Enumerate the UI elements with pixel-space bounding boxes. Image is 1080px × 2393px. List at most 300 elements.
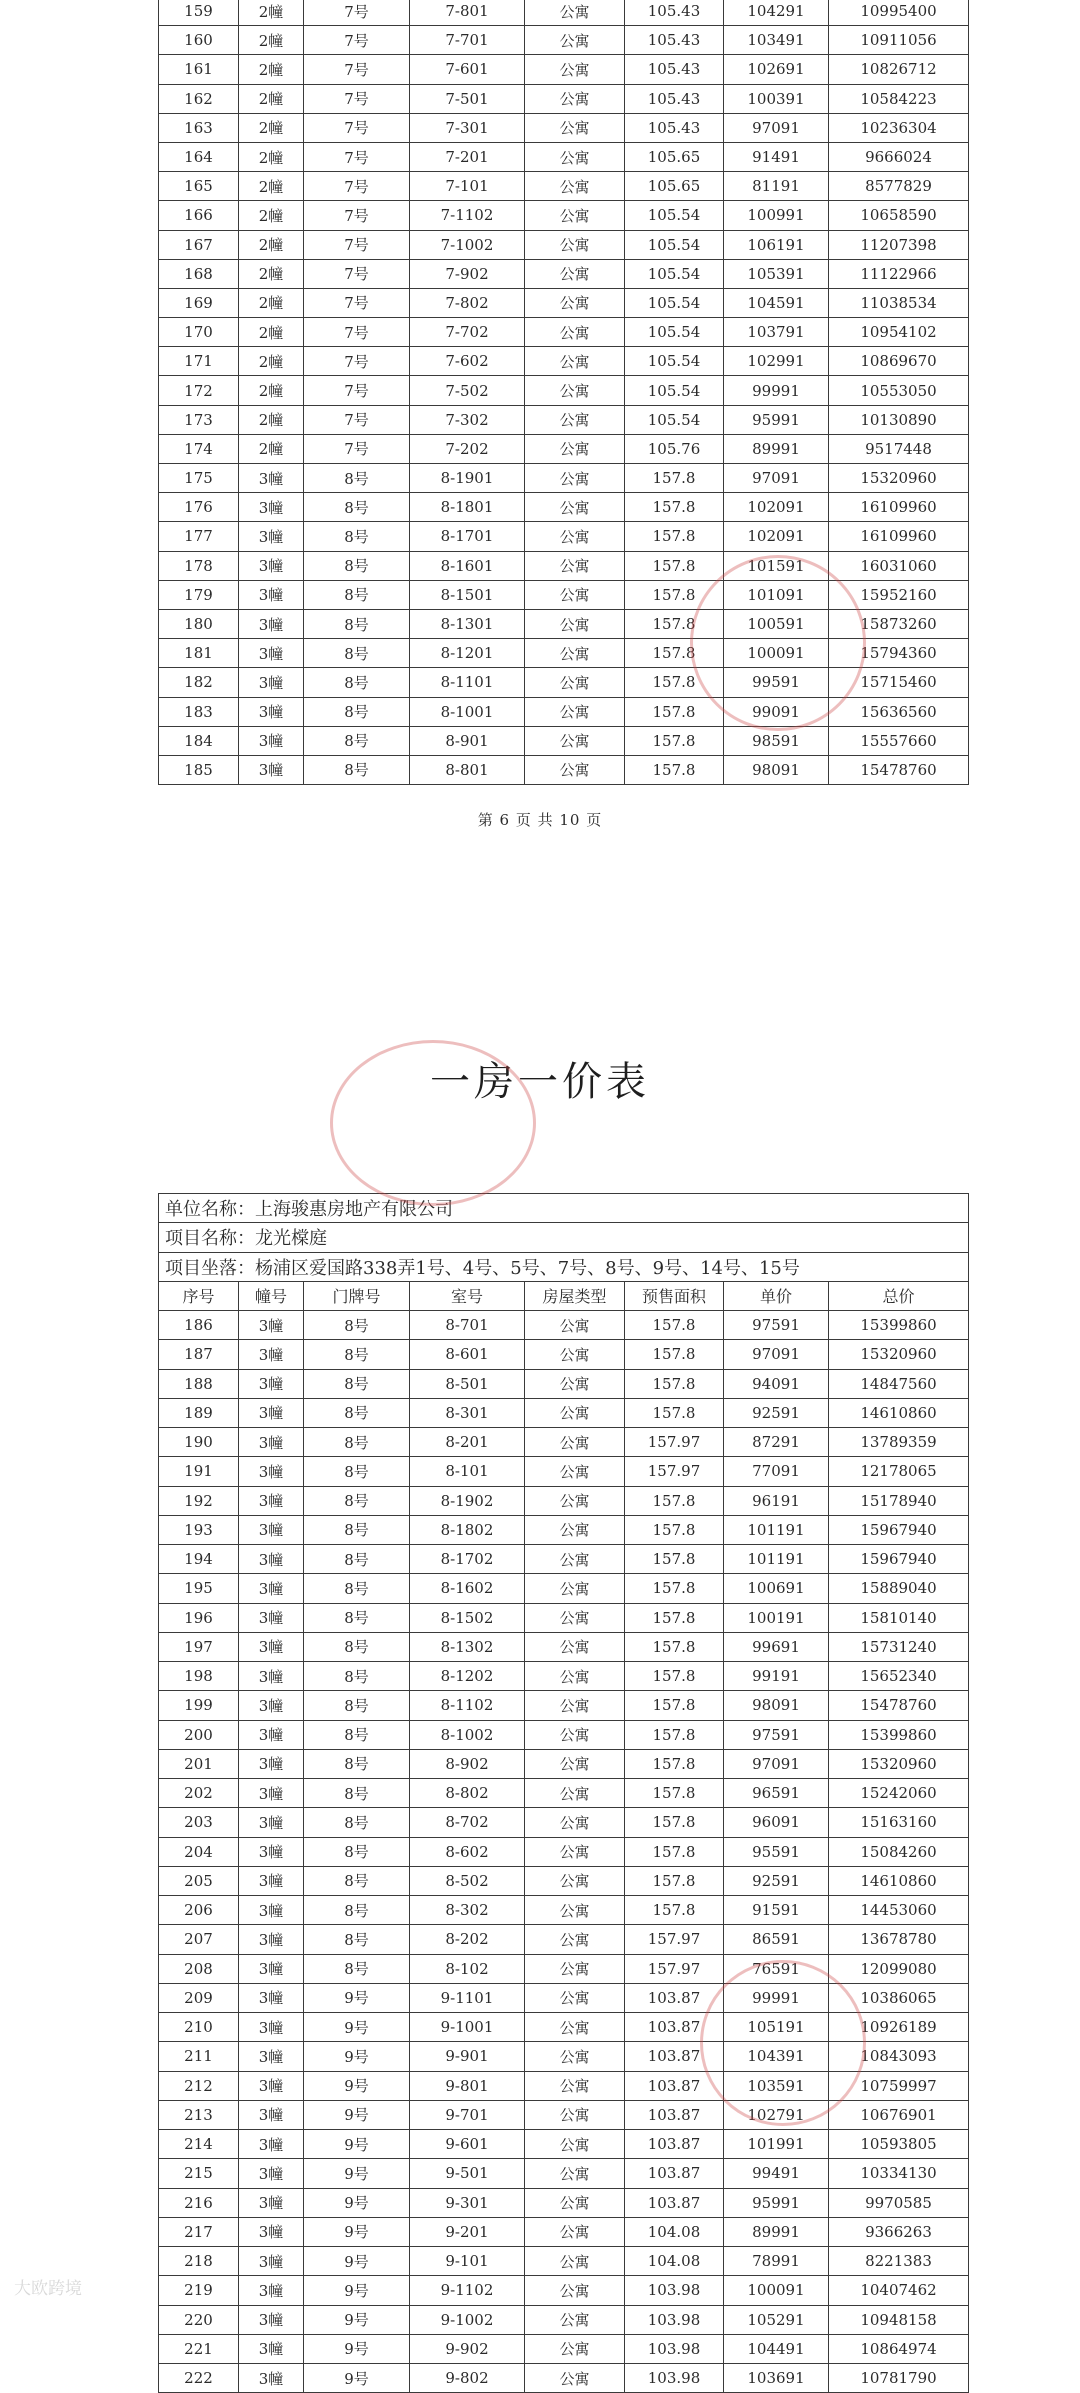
table-cell: 公寓 — [525, 1808, 625, 1837]
table-cell: 7号 — [304, 347, 410, 376]
table-cell: 10869670 — [829, 347, 969, 376]
table-cell: 7号 — [304, 230, 410, 259]
table-cell: 公寓 — [525, 201, 625, 230]
table-cell: 3幢 — [239, 1515, 304, 1544]
table-cell: 94091 — [724, 1369, 829, 1398]
table-cell: 3幢 — [239, 2334, 304, 2363]
header-cell: 室号 — [410, 1281, 525, 1310]
table-cell: 7-902 — [410, 259, 525, 288]
table-cell: 3幢 — [239, 1574, 304, 1603]
table-cell: 100991 — [724, 201, 829, 230]
table-cell: 公寓 — [525, 1398, 625, 1427]
table-cell: 157.97 — [625, 1457, 724, 1486]
table-cell: 105.65 — [625, 142, 724, 171]
table-cell: 10553050 — [829, 376, 969, 405]
table-cell: 219 — [159, 2276, 239, 2305]
table-cell: 185 — [159, 755, 239, 784]
table-cell: 10334130 — [829, 2159, 969, 2188]
table-cell: 9-1101 — [410, 1983, 525, 2012]
table-cell: 3幢 — [239, 1837, 304, 1866]
table-cell: 8号 — [304, 639, 410, 668]
table-cell: 7-801 — [410, 0, 525, 26]
table-cell: 8号 — [304, 1808, 410, 1837]
table-cell: 99191 — [724, 1662, 829, 1691]
table-cell: 216 — [159, 2188, 239, 2217]
table-cell: 3幢 — [239, 1662, 304, 1691]
table-cell: 160 — [159, 26, 239, 55]
table-cell: 9-301 — [410, 2188, 525, 2217]
table-row — [159, 434, 969, 463]
table-cell: 102091 — [724, 522, 829, 551]
table-cell: 3幢 — [239, 1779, 304, 1808]
table-cell: 8-802 — [410, 1779, 525, 1808]
table-cell: 105.54 — [625, 318, 724, 347]
table-cell: 8号 — [304, 1369, 410, 1398]
table-cell: 9号 — [304, 2247, 410, 2276]
table-cell: 9-801 — [410, 2071, 525, 2100]
table-cell: 7号 — [304, 259, 410, 288]
table-cell: 8号 — [304, 697, 410, 726]
table-cell: 175 — [159, 464, 239, 493]
table-cell: 172 — [159, 376, 239, 405]
table-cell: 10759997 — [829, 2071, 969, 2100]
table-cell: 100591 — [724, 609, 829, 638]
table-cell: 15967940 — [829, 1545, 969, 1574]
table-cell: 10926189 — [829, 2013, 969, 2042]
table-row — [159, 2130, 969, 2159]
table-cell: 7-302 — [410, 405, 525, 434]
table-cell: 12178065 — [829, 1457, 969, 1486]
table-cell: 97091 — [724, 1340, 829, 1369]
table-cell: 8号 — [304, 1925, 410, 1954]
table-cell: 157.97 — [625, 1954, 724, 1983]
table-cell: 公寓 — [525, 1311, 625, 1340]
table-cell: 87291 — [724, 1428, 829, 1457]
table-cell: 公寓 — [525, 26, 625, 55]
table-cell: 3幢 — [239, 1954, 304, 1983]
table-row — [159, 1720, 969, 1749]
table-cell: 公寓 — [525, 259, 625, 288]
table-cell: 16031060 — [829, 551, 969, 580]
table-cell: 105.43 — [625, 26, 724, 55]
table-cell: 157.8 — [625, 1749, 724, 1778]
table-cell: 15084260 — [829, 1837, 969, 1866]
table-cell: 3幢 — [239, 2188, 304, 2217]
table-cell: 公寓 — [525, 2071, 625, 2100]
table-cell: 100391 — [724, 84, 829, 113]
table-cell: 3幢 — [239, 2159, 304, 2188]
table-cell: 105.54 — [625, 259, 724, 288]
table-cell: 86591 — [724, 1925, 829, 1954]
table-cell: 8-1101 — [410, 668, 525, 697]
table-cell: 3幢 — [239, 2247, 304, 2276]
table-cell: 161 — [159, 55, 239, 84]
table-cell: 2幢 — [239, 55, 304, 84]
table-cell: 7-1102 — [410, 201, 525, 230]
table-cell: 8-1102 — [410, 1691, 525, 1720]
table-cell: 95991 — [724, 2188, 829, 2217]
table-cell: 9-101 — [410, 2247, 525, 2276]
header-cell: 幢号 — [239, 1281, 304, 1310]
table-cell: 公寓 — [525, 1428, 625, 1457]
table-cell: 212 — [159, 2071, 239, 2100]
table-cell: 9666024 — [829, 142, 969, 171]
table-cell: 89991 — [724, 434, 829, 463]
table-cell: 3幢 — [239, 697, 304, 726]
table-cell: 公寓 — [525, 464, 625, 493]
table-cell: 3幢 — [239, 1603, 304, 1632]
table-cell: 77091 — [724, 1457, 829, 1486]
table-cell: 7-502 — [410, 376, 525, 405]
table-cell: 101191 — [724, 1515, 829, 1544]
table-cell: 176 — [159, 493, 239, 522]
table-cell: 157.8 — [625, 1720, 724, 1749]
table-cell: 8-501 — [410, 1369, 525, 1398]
table-cell: 218 — [159, 2247, 239, 2276]
table-cell: 105.76 — [625, 434, 724, 463]
table-row — [159, 1925, 969, 1954]
table-cell: 公寓 — [525, 2042, 625, 2071]
table-header-row — [159, 1281, 969, 1310]
table-cell: 3幢 — [239, 2042, 304, 2071]
table-cell: 97591 — [724, 1720, 829, 1749]
table-cell: 公寓 — [525, 2159, 625, 2188]
table-cell: 2幢 — [239, 318, 304, 347]
table-cell: 78991 — [724, 2247, 829, 2276]
table-cell: 208 — [159, 1954, 239, 1983]
table-row — [159, 84, 969, 113]
table-cell: 180 — [159, 609, 239, 638]
table-cell: 8号 — [304, 493, 410, 522]
table-cell: 101091 — [724, 580, 829, 609]
table-cell: 105.43 — [625, 113, 724, 142]
table-cell: 9970585 — [829, 2188, 969, 2217]
table-cell: 公寓 — [525, 55, 625, 84]
table-cell: 98591 — [724, 726, 829, 755]
table-cell: 105191 — [724, 2013, 829, 2042]
table-cell: 98091 — [724, 755, 829, 784]
table-cell: 9-201 — [410, 2217, 525, 2246]
table-cell: 157.8 — [625, 522, 724, 551]
table-cell: 7号 — [304, 172, 410, 201]
table-cell: 8-1701 — [410, 522, 525, 551]
table-cell: 9-601 — [410, 2130, 525, 2159]
table-cell: 3幢 — [239, 1691, 304, 1720]
table-cell: 公寓 — [525, 1866, 625, 1895]
table-cell: 2幢 — [239, 26, 304, 55]
table-cell: 7-601 — [410, 55, 525, 84]
table-cell: 2幢 — [239, 0, 304, 26]
table-cell: 公寓 — [525, 493, 625, 522]
table-cell: 97091 — [724, 464, 829, 493]
table-cell: 11038534 — [829, 288, 969, 317]
document-title: 一房一价表 — [430, 1059, 650, 1105]
table-row — [159, 1837, 969, 1866]
table-cell: 9517448 — [829, 434, 969, 463]
table-cell: 103.87 — [625, 2042, 724, 2071]
table-cell: 157.8 — [625, 668, 724, 697]
table-cell: 104291 — [724, 0, 829, 26]
table-cell: 8号 — [304, 609, 410, 638]
table-cell: 7-202 — [410, 434, 525, 463]
table-row — [159, 1398, 969, 1427]
table-cell: 8-202 — [410, 1925, 525, 1954]
table-cell: 公寓 — [525, 1632, 625, 1661]
table-cell: 220 — [159, 2305, 239, 2334]
table-cell: 8-1301 — [410, 609, 525, 638]
table-cell: 15320960 — [829, 1749, 969, 1778]
table-cell: 157.8 — [625, 1603, 724, 1632]
table-cell: 8-102 — [410, 1954, 525, 1983]
table-cell: 203 — [159, 1808, 239, 1837]
table-row — [159, 2013, 969, 2042]
document-page-6 — [0, 0, 1080, 1000]
table-cell: 197 — [159, 1632, 239, 1661]
table-row — [159, 2305, 969, 2334]
project-name: 项目名称：龙光橖庭 — [159, 1223, 969, 1252]
table-cell: 105.54 — [625, 230, 724, 259]
table-cell: 14453060 — [829, 1896, 969, 1925]
table-cell: 103491 — [724, 26, 829, 55]
table-cell: 8号 — [304, 1691, 410, 1720]
table-cell: 8-1202 — [410, 1662, 525, 1691]
table-cell: 9-802 — [410, 2364, 525, 2393]
table-row — [159, 464, 969, 493]
table-cell: 171 — [159, 347, 239, 376]
table-cell: 3幢 — [239, 1340, 304, 1369]
table-cell: 105.54 — [625, 201, 724, 230]
table-cell: 3幢 — [239, 551, 304, 580]
table-cell: 190 — [159, 1428, 239, 1457]
table-cell: 9号 — [304, 2159, 410, 2188]
table-cell: 99691 — [724, 1632, 829, 1661]
table-cell: 2幢 — [239, 347, 304, 376]
table-row — [159, 1311, 969, 1340]
table-cell: 15242060 — [829, 1779, 969, 1808]
table-cell: 10584223 — [829, 84, 969, 113]
table-cell: 157.8 — [625, 1896, 724, 1925]
table-cell: 104.08 — [625, 2247, 724, 2276]
table-cell: 10826712 — [829, 55, 969, 84]
table-cell: 194 — [159, 1545, 239, 1574]
table-cell: 99991 — [724, 1983, 829, 2012]
table-cell: 100091 — [724, 639, 829, 668]
table-row — [159, 1954, 969, 1983]
table-cell: 15163160 — [829, 1808, 969, 1837]
table-cell: 3幢 — [239, 639, 304, 668]
table-cell: 公寓 — [525, 84, 625, 113]
table-cell: 99091 — [724, 697, 829, 726]
table-cell: 3幢 — [239, 580, 304, 609]
table-cell: 7号 — [304, 142, 410, 171]
table-cell: 92591 — [724, 1866, 829, 1895]
table-cell: 公寓 — [525, 2188, 625, 2217]
table-cell: 9号 — [304, 1983, 410, 2012]
table-cell: 103.98 — [625, 2305, 724, 2334]
table-cell: 8-1001 — [410, 697, 525, 726]
table-cell: 15652340 — [829, 1662, 969, 1691]
table-cell: 8号 — [304, 580, 410, 609]
project-location: 项目坐落：杨浦区爱国路338弄1号、4号、5号、7号、8号、9号、14号、15号 — [159, 1252, 969, 1281]
table-cell: 公寓 — [525, 288, 625, 317]
table-cell: 2幢 — [239, 434, 304, 463]
table-cell: 9-1001 — [410, 2013, 525, 2042]
table-cell: 189 — [159, 1398, 239, 1427]
table-cell: 3幢 — [239, 1925, 304, 1954]
table-row — [159, 1369, 969, 1398]
table-cell: 公寓 — [525, 639, 625, 668]
table-cell: 106191 — [724, 230, 829, 259]
table-cell: 103.87 — [625, 2100, 724, 2129]
table-cell: 89991 — [724, 2217, 829, 2246]
table-cell: 公寓 — [525, 1662, 625, 1691]
table-cell: 15873260 — [829, 609, 969, 638]
table-cell: 2幢 — [239, 172, 304, 201]
table-cell: 公寓 — [525, 1749, 625, 1778]
table-cell: 105.43 — [625, 55, 724, 84]
table-cell: 170 — [159, 318, 239, 347]
table-cell: 8-1901 — [410, 464, 525, 493]
table-cell: 15399860 — [829, 1311, 969, 1340]
table-cell: 202 — [159, 1779, 239, 1808]
table-cell: 186 — [159, 1311, 239, 1340]
table-cell: 3幢 — [239, 755, 304, 784]
table-cell: 8-502 — [410, 1866, 525, 1895]
table-cell: 100191 — [724, 1603, 829, 1632]
table-cell: 10954102 — [829, 318, 969, 347]
table-row — [159, 1896, 969, 1925]
table-cell: 157.8 — [625, 726, 724, 755]
table-cell: 9-1102 — [410, 2276, 525, 2305]
table-cell: 8号 — [304, 551, 410, 580]
table-cell: 206 — [159, 1896, 239, 1925]
table-cell: 10676901 — [829, 2100, 969, 2129]
table-cell: 157.8 — [625, 1779, 724, 1808]
table-cell: 公寓 — [525, 2013, 625, 2042]
table-cell: 104591 — [724, 288, 829, 317]
table-cell: 214 — [159, 2130, 239, 2159]
table-row — [159, 668, 969, 697]
table-cell: 199 — [159, 1691, 239, 1720]
table-cell: 公寓 — [525, 522, 625, 551]
table-cell: 210 — [159, 2013, 239, 2042]
table-cell: 3幢 — [239, 2130, 304, 2159]
table-cell: 公寓 — [525, 580, 625, 609]
table-cell: 217 — [159, 2217, 239, 2246]
table-cell: 221 — [159, 2334, 239, 2363]
table-cell: 188 — [159, 1369, 239, 1398]
table-cell: 9号 — [304, 2305, 410, 2334]
table-cell: 105.43 — [625, 0, 724, 26]
table-cell: 195 — [159, 1574, 239, 1603]
table-cell: 8号 — [304, 1896, 410, 1925]
table-cell: 3幢 — [239, 1983, 304, 2012]
table-cell: 103.87 — [625, 2071, 724, 2100]
table-cell: 103.98 — [625, 2276, 724, 2305]
table-cell: 2幢 — [239, 142, 304, 171]
table-row — [159, 318, 969, 347]
table-cell: 8-1502 — [410, 1603, 525, 1632]
table-cell: 8号 — [304, 1340, 410, 1369]
table-cell: 公寓 — [525, 551, 625, 580]
table-cell: 3幢 — [239, 1398, 304, 1427]
table-cell: 10658590 — [829, 201, 969, 230]
table-cell: 167 — [159, 230, 239, 259]
table-cell: 8-1201 — [410, 639, 525, 668]
table-cell: 157.8 — [625, 1545, 724, 1574]
table-cell: 157.8 — [625, 755, 724, 784]
table-cell: 157.8 — [625, 1486, 724, 1515]
table-cell: 162 — [159, 84, 239, 113]
table-cell: 2幢 — [239, 113, 304, 142]
table-cell: 公寓 — [525, 1340, 625, 1369]
table-cell: 2幢 — [239, 376, 304, 405]
table-cell: 公寓 — [525, 2276, 625, 2305]
table-cell: 8-1002 — [410, 1720, 525, 1749]
table-cell: 157.8 — [625, 464, 724, 493]
table-cell: 169 — [159, 288, 239, 317]
page-footer: 第 6 页 共 10 页 — [477, 811, 603, 829]
watermark: 大欧跨境 — [14, 2279, 82, 2299]
table-row — [159, 259, 969, 288]
table-row — [159, 405, 969, 434]
table-cell: 公寓 — [525, 1691, 625, 1720]
table-cell: 15967940 — [829, 1515, 969, 1544]
table-cell: 97091 — [724, 1749, 829, 1778]
table-cell: 102691 — [724, 55, 829, 84]
table-cell: 3幢 — [239, 609, 304, 638]
table-cell: 8号 — [304, 1515, 410, 1544]
table-cell: 105.43 — [625, 84, 724, 113]
table-cell: 15178940 — [829, 1486, 969, 1515]
table-cell: 7号 — [304, 201, 410, 230]
table-cell: 公寓 — [525, 405, 625, 434]
table-row — [159, 1515, 969, 1544]
table-cell: 16109960 — [829, 493, 969, 522]
table-cell: 9366263 — [829, 2217, 969, 2246]
table-cell: 公寓 — [525, 318, 625, 347]
table-cell: 97091 — [724, 113, 829, 142]
table-cell: 公寓 — [525, 1486, 625, 1515]
table-cell: 公寓 — [525, 1457, 625, 1486]
table-cell: 103.98 — [625, 2334, 724, 2363]
table-cell: 215 — [159, 2159, 239, 2188]
table-cell: 15794360 — [829, 639, 969, 668]
table-cell: 157.97 — [625, 1925, 724, 1954]
table-cell: 3幢 — [239, 1632, 304, 1661]
table-cell: 公寓 — [525, 1603, 625, 1632]
table-cell: 3幢 — [239, 2100, 304, 2129]
table-cell: 205 — [159, 1866, 239, 1895]
table-cell: 104391 — [724, 2042, 829, 2071]
table-cell: 9号 — [304, 2042, 410, 2071]
table-cell: 91591 — [724, 1896, 829, 1925]
table-cell: 103.87 — [625, 2188, 724, 2217]
table-cell: 163 — [159, 113, 239, 142]
table-cell: 公寓 — [525, 1545, 625, 1574]
table-cell: 10995400 — [829, 0, 969, 26]
price-table-page-7 — [158, 1193, 969, 2393]
table-row — [159, 1545, 969, 1574]
table-cell: 3幢 — [239, 1749, 304, 1778]
table-cell: 97591 — [724, 1311, 829, 1340]
table-cell: 3幢 — [239, 2013, 304, 2042]
table-cell: 96191 — [724, 1486, 829, 1515]
table-cell: 8号 — [304, 1545, 410, 1574]
table-cell: 105291 — [724, 2305, 829, 2334]
table-cell: 159 — [159, 0, 239, 26]
table-cell: 105.65 — [625, 172, 724, 201]
